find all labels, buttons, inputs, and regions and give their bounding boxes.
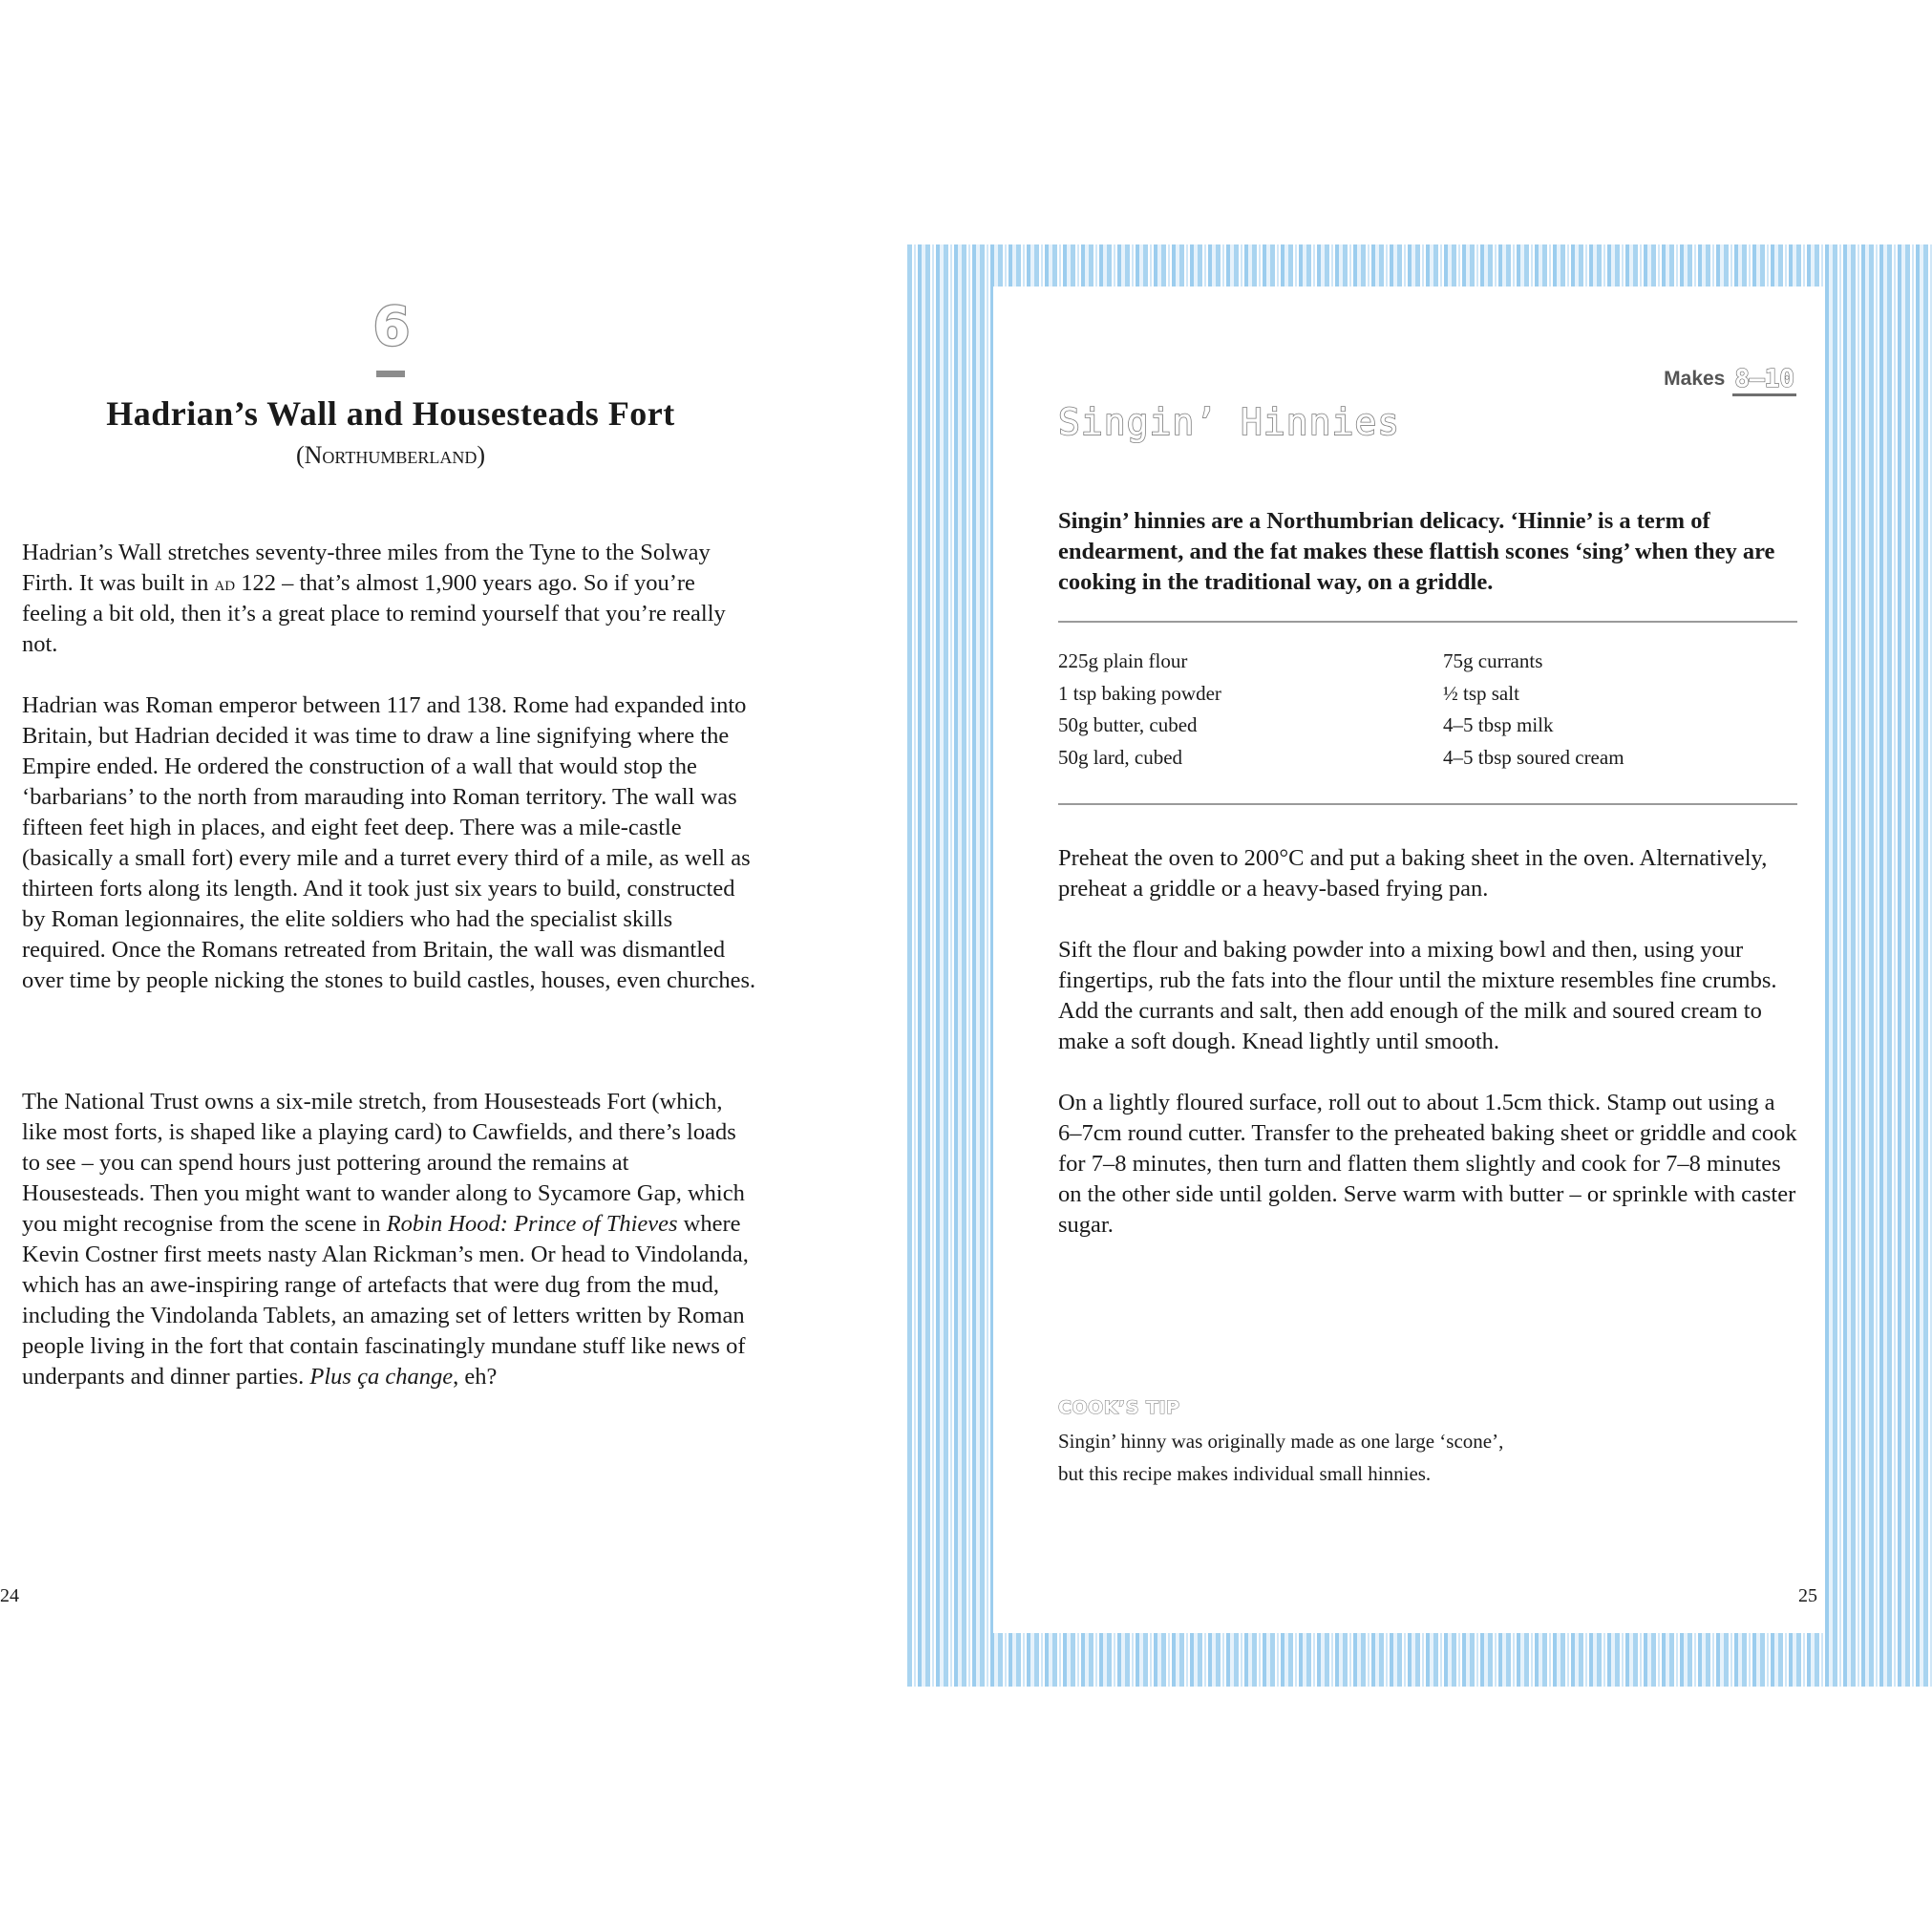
makes-value: 8–10 [1732, 365, 1796, 396]
page-number-left: 24 [0, 1585, 19, 1606]
ingredient-item: ½ tsp salt [1443, 681, 1519, 705]
method-step-1: Preheat the oven to 200°C and put a baking sheet in the oven. Alternatively, preheat a griddle or a heavy-based frying pan. [1058, 845, 1768, 902]
body-paragraph-2: Hadrian was Roman emperor between 117 and 138. Rome had expanded into Britain, but Hadrian decided it was time to draw a line signifying where the Empire ended. He ordered the construction of a wall that would stop the ‘barbarians’ to the north from marauding into Roman territory. The wall was fifteen feet high in places, and eight feet deep. There was a mile-castle (basically a small fort) every mile and a turret every third of a mile, as well as thirteen forts along its length. And it took just six years to build, constructed by Roman legionnaires, the elite soldiers who had the specialist skills required. Once the Romans retreated from Britain, the wall was dismantled over time by people nicking the stones to build castles, houses, even churches. [22, 692, 756, 993]
makes-label: Makes [1664, 368, 1726, 390]
left-page [0, 0, 907, 1932]
method-step-3: On a lightly floured surface, roll out to about 1.5cm thick. Stamp out using a 6–7cm round cutter. Transfer to the preheated baking sheet or griddle and cook for 7–8 minutes, then turn and flatten them slightly and cook for 7–8 minutes on the other side until golden. Serve warm with butter – or sprinkle with caster sugar. [1058, 1090, 1797, 1238]
ingredient-item: 1 tsp baking powder [1058, 681, 1221, 705]
ingredient-item: 50g butter, cubed [1058, 713, 1198, 736]
paragraph-text: Hadrian’s Wall stretches seventy-three miles from the Tyne to the Solway Firth. It was built in [22, 540, 711, 596]
paragraph-text: where Kevin Costner first meets nasty Alan Rickman’s men. Or head to Vindolanda, which has an awe-inspiring range of artefacts that were dug from the mud, including the Vindolanda Tablets, an amazing set of letters written by Roman people living in the fort that contain fascinatingly mundane stuff like news of underpants and dinner parties. [22, 1211, 749, 1390]
paragraph-text: The National Trust owns a six-mile stretch, from Housesteads Fort (which, like most forts, is shaped like a playing card) to Cawfields, and there’s loads to see – you can spend hours just pottering around the remains at Housesteads. Then you might want to wander along to Sycamore Gap, which you might recognise from the scene in [22, 1089, 745, 1237]
location-name: Northumberland [304, 441, 478, 469]
ingredients-column-2 [1443, 646, 1624, 774]
chapter-location: (Northumberland) [295, 441, 486, 469]
italic-phrase: Plus ça change [309, 1364, 454, 1390]
chapter-number-rule [376, 371, 405, 377]
cooks-tip-text: Singin’ hinny was originally made as one large ‘scone’, but this recipe makes individual small hinnies. [1058, 1430, 1504, 1485]
chapter-number: 6 [372, 296, 411, 358]
ingredient-item: 4–5 tbsp milk [1443, 713, 1554, 736]
film-title: Robin Hood: Prince of Thieves [386, 1211, 678, 1237]
divider [1058, 621, 1797, 623]
chapter-title: Hadrian’s Wall and Housesteads Fort [106, 394, 675, 433]
recipe-intro: Singin’ hinnies are a Northumbrian delicacy. ‘Hinnie’ is a term of endearment, and the fat makes these flattish scones ‘sing’ when they are cooking in the traditional way, on a griddle. [1058, 508, 1775, 595]
ingredients-column-1 [1058, 646, 1221, 774]
ingredient-item: 4–5 tbsp soured cream [1443, 745, 1624, 769]
body-paragraph-1 [22, 538, 757, 660]
cooks-tip-heading: COOK’S TIP [1058, 1397, 1180, 1418]
yield-label [1664, 365, 1796, 393]
method-step-2: Sift the flour and baking powder into a mixing bowl and then, using your fingertips, rub the fats into the flour until the mixture resembles fine crumbs. Add the currants and salt, then add enough of the milk and soured cream to make a soft dough. Knead lightly until smooth. [1058, 937, 1777, 1054]
ingredient-item: 50g lard, cubed [1058, 745, 1183, 769]
recipe-title: Singin’ Hinnies [1058, 401, 1401, 443]
ingredient-item: 75g currants [1443, 649, 1543, 672]
paragraph-text: , eh? [453, 1364, 498, 1390]
era-abbreviation: ad [214, 571, 236, 595]
right-page [907, 0, 1932, 1932]
body-paragraph-3 [22, 1087, 757, 1392]
page-number-right: 25 [1798, 1585, 1817, 1606]
paragraph-text: 122 – that’s almost 1,900 years ago. So if you’re feeling a bit old, then it’s a great place to remind yourself that you’re really not. [22, 570, 726, 657]
divider [1058, 803, 1797, 805]
ingredient-item: 225g plain flour [1058, 649, 1188, 672]
